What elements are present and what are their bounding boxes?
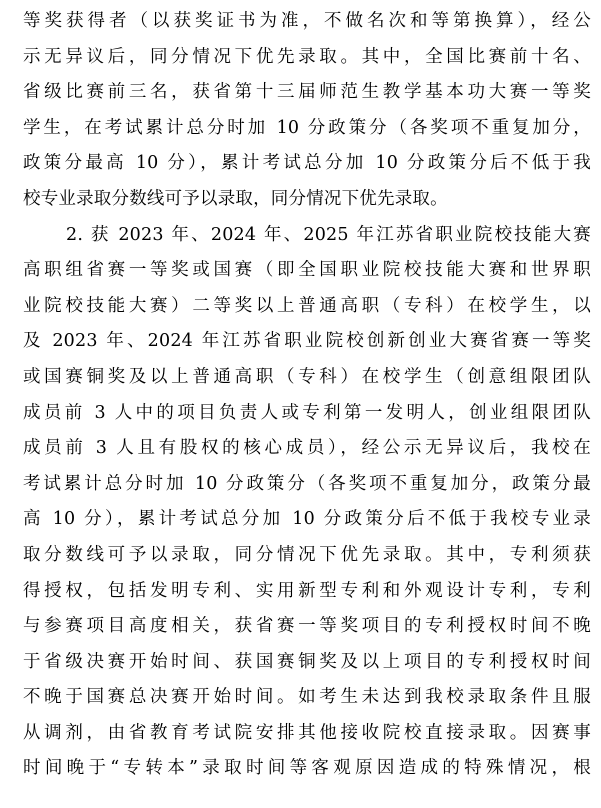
paragraph-line: 取分数线可予以录取，同分情况下优先录取。其中，专利须获 [23, 544, 591, 565]
paragraph-line: 省级比赛前三名，获省第十三届师范生教学基本功大赛一等奖 [23, 82, 591, 103]
paragraph-line: 成员前 3 人中的项目负责人或专利第一发明人，创业组限团队 [23, 402, 591, 423]
paragraph-line: 考试累计总分时加 10 分政策分（各奖项不重复加分，政策分最 [23, 473, 591, 494]
paragraph-line: 等奖获得者（以获奖证书为准，不做名次和等第换算），经公 [23, 11, 591, 31]
paragraph-line: 2. 获 2023 年、2024 年、2025 年江苏省职业院校技能大赛 [66, 224, 591, 245]
paragraph-line: 业院校技能大赛）二等奖以上普通高职（专科）在校学生，以 [23, 295, 591, 316]
paragraph-line: 学生，在考试累计总分时加 10 分政策分（各奖项不重复加分， [23, 117, 591, 138]
paragraph-line: 或国赛铜奖及以上普通高职（专科）在校学生（创意组限团队 [23, 366, 591, 387]
paragraph-line: 不晚于国赛总决赛开始时间。如考生未达到我校录取条件且服 [23, 687, 591, 708]
paragraph-line: 高 10 分），累计考试总分加 10 分政策分后不低于我校专业录 [23, 509, 591, 530]
paragraph-line: 时间晚于“专转本”录取时间等客观原因造成的特殊情况，根 [23, 758, 591, 779]
paragraph-line: 从调剂，由省教育考试院安排其他接收院校直接录取。因赛事 [23, 722, 591, 743]
paragraph-line: 高职组省赛一等奖或国赛（即全国职业院校技能大赛和世界职 [23, 260, 591, 281]
paragraph-line: 政策分最高 10 分），累计考试总分加 10 分政策分后不低于我 [23, 153, 591, 174]
paragraph-line: 于省级决赛开始时间、获国赛铜奖及以上项目的专利授权时间 [23, 651, 591, 672]
paragraph-line: 校专业录取分数线可予以录取，同分情况下优先录取。 [23, 188, 448, 209]
paragraph-line: 及 2023 年、2024 年江苏省职业院校创新创业大赛省赛一等奖 [23, 331, 591, 352]
paragraph-line: 与参赛项目高度相关，获省赛一等奖项目的专利授权时间不晚 [23, 616, 591, 637]
paragraph-line: 示无异议后，同分情况下优先录取。其中，全国比赛前十名、 [23, 46, 591, 67]
paragraph-line: 成员前 3 人且有股权的核心成员），经公示无异议后，我校在 [23, 438, 591, 459]
paragraph-line: 得授权，包括发明专利、实用新型专利和外观设计专利，专利 [23, 580, 591, 601]
